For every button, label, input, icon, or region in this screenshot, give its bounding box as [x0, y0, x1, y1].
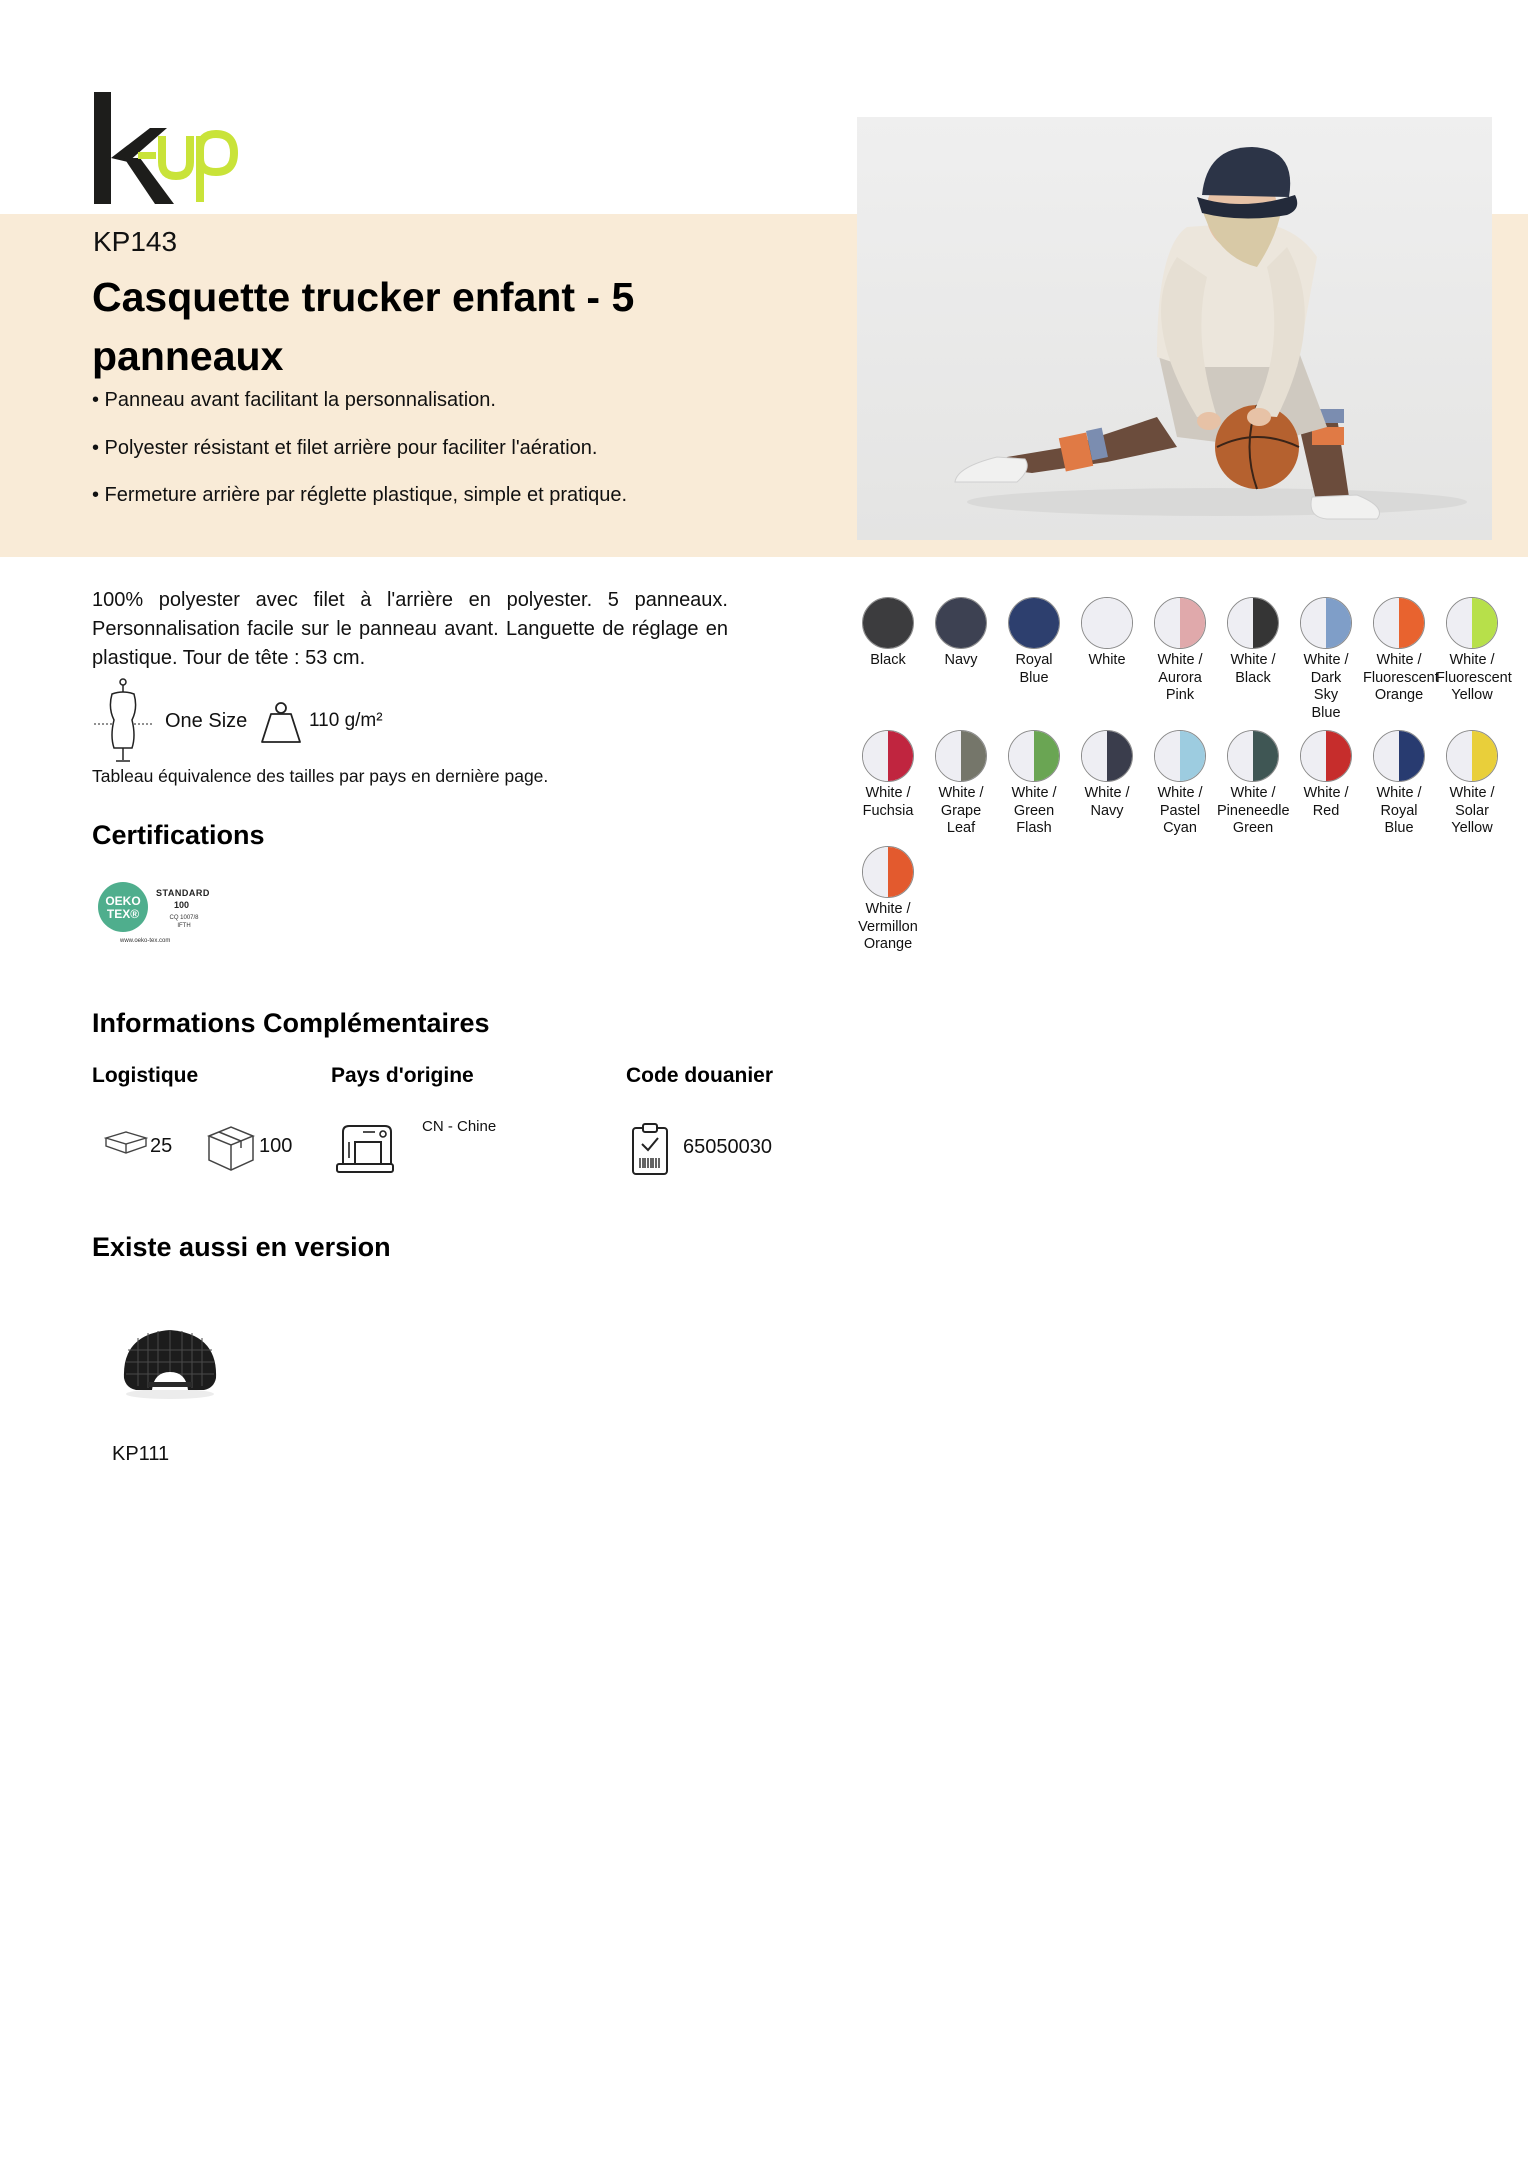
other-versions-heading: Existe aussi en version — [92, 1232, 391, 1262]
info-heading: Informations Complémentaires — [92, 1008, 490, 1038]
product-photo — [857, 117, 1492, 540]
color-dot — [1227, 597, 1279, 649]
color-swatch[interactable] — [1363, 730, 1435, 838]
color-name-line: Royal — [1015, 652, 1053, 668]
color-name — [1290, 785, 1362, 820]
color-name-line: White / — [1449, 785, 1495, 801]
color-name-line: White / — [1230, 652, 1276, 668]
color-swatch[interactable] — [998, 730, 1070, 838]
color-name-line: Pineneedle — [1217, 802, 1290, 819]
color-name-line: Dark — [1310, 669, 1342, 686]
color-name — [1071, 652, 1143, 670]
color-dot-right — [1034, 731, 1059, 781]
color-dot-left — [1228, 731, 1253, 781]
color-swatch[interactable] — [1071, 597, 1143, 670]
color-dot-left — [1447, 598, 1472, 648]
color-dot-left — [1374, 731, 1399, 781]
color-dot-left — [1082, 731, 1107, 781]
color-name-line: White / — [1157, 652, 1203, 668]
color-swatch[interactable] — [852, 730, 924, 820]
color-name-line: Green — [1232, 820, 1274, 836]
feature-item: • Polyester résistant et filet arrière pour faciliter l'aération. — [92, 436, 598, 459]
color-name-line: Blue — [1019, 669, 1049, 686]
color-name-line: Yellow — [1451, 687, 1493, 703]
color-swatch[interactable] — [852, 846, 924, 954]
color-name-line: White / — [1376, 785, 1422, 801]
color-dot — [1373, 730, 1425, 782]
color-dot-left — [863, 847, 888, 897]
color-dot — [1300, 730, 1352, 782]
color-dot-right — [1180, 731, 1205, 781]
inner-pack-icon — [104, 1130, 148, 1156]
color-name-line: Royal — [1380, 802, 1418, 819]
color-name-line: Aurora — [1158, 669, 1202, 686]
origin-heading: Pays d'origine — [331, 1064, 474, 1087]
color-name — [1144, 785, 1216, 838]
carton-count: 100 — [259, 1135, 293, 1157]
color-dot — [1446, 730, 1498, 782]
color-dot-left — [1301, 731, 1326, 781]
color-name — [1363, 652, 1439, 705]
color-name-line: Pink — [1165, 687, 1195, 703]
color-name — [925, 652, 997, 670]
color-dot-left — [863, 731, 888, 781]
product-reference: KP143 — [93, 226, 178, 257]
color-name-line: White / — [1449, 652, 1495, 668]
color-name-line: Blue — [1384, 820, 1414, 836]
certifications-heading: Certifications — [92, 820, 265, 850]
color-name-line: Navy — [944, 652, 978, 668]
color-name-line: Orange — [863, 936, 913, 952]
color-dot — [1373, 597, 1425, 649]
product-title: Casquette trucker enfant - 5 panneaux — [92, 274, 635, 379]
oeko-number: 100 — [174, 900, 190, 910]
color-dot-right — [1326, 598, 1351, 648]
color-dot-left — [1374, 598, 1399, 648]
color-dot-right — [1399, 731, 1424, 781]
color-swatch[interactable] — [1144, 597, 1216, 705]
color-dot-right — [1034, 598, 1059, 648]
color-dot — [1008, 730, 1060, 782]
color-name-line: White / — [1303, 785, 1349, 801]
color-name — [1436, 652, 1512, 705]
color-dot-left — [1228, 598, 1253, 648]
color-name-line: White / — [1230, 785, 1276, 801]
color-name — [998, 785, 1070, 838]
other-version-ref[interactable]: KP111 — [112, 1443, 170, 1465]
color-swatch[interactable] — [925, 730, 997, 838]
color-dot-right — [961, 598, 986, 648]
color-name-line: Navy — [1090, 802, 1124, 819]
color-name-line: Black — [1235, 669, 1271, 686]
color-dot — [862, 846, 914, 898]
color-name — [1217, 652, 1289, 687]
color-dot — [1154, 730, 1206, 782]
color-swatch[interactable] — [925, 597, 997, 670]
color-name — [852, 785, 924, 820]
oeko-standard: STANDARD — [156, 888, 210, 898]
color-name-line: White / — [865, 901, 911, 917]
color-name — [1071, 785, 1143, 820]
color-name — [852, 652, 924, 670]
color-name — [1290, 652, 1362, 722]
color-swatch[interactable] — [1144, 730, 1216, 838]
color-dot-right — [1107, 731, 1132, 781]
color-name-line: Fluorescent — [1363, 669, 1439, 686]
color-dot-right — [1472, 598, 1497, 648]
size-value: One Size — [165, 710, 248, 732]
color-name-line: Cyan — [1163, 820, 1197, 836]
weight-icon — [260, 700, 302, 746]
oeko-word: OEKO — [105, 894, 141, 908]
color-name-line: White / — [1303, 652, 1349, 668]
color-dot-right — [1253, 731, 1278, 781]
color-name — [1144, 652, 1216, 705]
color-dot — [1227, 730, 1279, 782]
color-name-line: Leaf — [946, 820, 976, 836]
color-dot-left — [1447, 731, 1472, 781]
color-name-line: White / — [1011, 785, 1057, 801]
color-dot — [1154, 597, 1206, 649]
weight-value: 110 g/m² — [309, 710, 383, 731]
color-dot — [1446, 597, 1498, 649]
oeko-url: www.oeko-tex.com — [120, 938, 171, 944]
color-dot-left — [1155, 598, 1180, 648]
color-name-line: Yellow — [1451, 820, 1493, 836]
color-dot — [1081, 730, 1133, 782]
color-dot-left — [936, 598, 961, 648]
color-dot — [1300, 597, 1352, 649]
color-swatch[interactable] — [998, 597, 1070, 687]
color-name — [998, 652, 1070, 687]
color-swatch[interactable] — [852, 597, 924, 670]
color-name-line: Flash — [1016, 820, 1052, 836]
color-swatch[interactable] — [1363, 597, 1439, 705]
feature-item: • Panneau avant facilitant la personnalisation. — [92, 389, 496, 411]
color-name-line: White / — [1157, 785, 1203, 801]
color-name-line: White / — [1376, 652, 1422, 668]
kp111-cap-image[interactable] — [118, 1316, 222, 1402]
color-name — [1363, 785, 1435, 838]
color-dot-right — [888, 847, 913, 897]
color-dot-left — [1155, 731, 1180, 781]
color-name-line: Vermillon — [858, 918, 918, 935]
color-name — [852, 901, 924, 954]
feature-list — [92, 387, 812, 530]
color-dot-right — [1253, 598, 1278, 648]
color-name-line: Grape — [940, 802, 982, 819]
color-dot-left — [1082, 598, 1107, 648]
color-name — [925, 785, 997, 838]
customs-heading: Code douanier — [626, 1064, 774, 1087]
color-swatch[interactable] — [1436, 597, 1512, 705]
sewing-machine-icon — [335, 1120, 395, 1174]
feature-item: • Fermeture arrière par réglette plastique, simple et pratique. — [92, 484, 628, 506]
size-note: Tableau équivalence des tailles par pays en dernière page. — [92, 766, 549, 786]
color-dot — [862, 730, 914, 782]
color-swatch[interactable] — [1071, 730, 1143, 820]
color-name-line: Blue — [1311, 704, 1341, 721]
color-name-line: White — [1088, 652, 1126, 668]
color-dot — [935, 597, 987, 649]
color-dot-left — [1301, 598, 1326, 648]
oeko-word: TEX® — [106, 907, 140, 921]
origin-value: CN - Chine — [422, 1118, 497, 1135]
color-name-line: White / — [938, 785, 984, 801]
color-dot-right — [1107, 598, 1132, 648]
mannequin-icon — [92, 678, 154, 764]
color-swatch[interactable] — [1290, 730, 1362, 820]
color-dot-left — [1009, 731, 1034, 781]
color-dot — [1008, 597, 1060, 649]
color-swatch[interactable] — [1217, 597, 1289, 687]
color-dot-right — [1180, 598, 1205, 648]
color-name-line: Black — [870, 652, 906, 668]
color-dot-left — [863, 598, 888, 648]
kup-logo — [92, 90, 252, 208]
color-name-line: Fuchsia — [862, 802, 914, 819]
customs-code: 65050030 — [683, 1136, 772, 1158]
color-swatch[interactable] — [1217, 730, 1289, 838]
color-dot-right — [888, 598, 913, 648]
color-name — [1217, 785, 1289, 838]
inner-pack-count: 25 — [150, 1135, 173, 1157]
color-dot — [935, 730, 987, 782]
color-name-line: Solar — [1455, 802, 1489, 819]
oeko-tex-badge — [94, 876, 224, 948]
carton-icon — [206, 1124, 256, 1172]
color-dot — [862, 597, 914, 649]
color-dot-right — [961, 731, 986, 781]
color-dot — [1081, 597, 1133, 649]
color-dot-right — [1399, 598, 1424, 648]
color-dot-left — [1009, 598, 1034, 648]
color-name-line: Sky — [1313, 687, 1339, 703]
color-name-line: Fluorescent — [1436, 669, 1512, 686]
color-swatch[interactable] — [1436, 730, 1508, 838]
color-dot-right — [888, 731, 913, 781]
color-name-line: Green — [1013, 802, 1055, 819]
color-dot-right — [1472, 731, 1497, 781]
color-name-line: White / — [865, 785, 911, 801]
color-dot-right — [1326, 731, 1351, 781]
color-name-line: Pastel — [1159, 802, 1201, 819]
oeko-code: CQ 1007/8 IFTH — [169, 915, 199, 929]
color-dot-left — [936, 731, 961, 781]
product-description: 100% polyester avec filet à l'arrière en polyester. 5 panneaux. Personnalisation facile sur le panneau avant. Languette de réglage en plastique. Tour de tête : 53 cm. — [92, 589, 728, 669]
color-swatch[interactable] — [1290, 597, 1362, 722]
color-name-line: Red — [1312, 802, 1340, 819]
color-name-line: White / — [1084, 785, 1130, 801]
logistics-heading: Logistique — [92, 1064, 199, 1087]
color-name — [1436, 785, 1508, 838]
customs-clipboard-icon — [631, 1122, 669, 1176]
color-name-line: Orange — [1374, 687, 1424, 703]
